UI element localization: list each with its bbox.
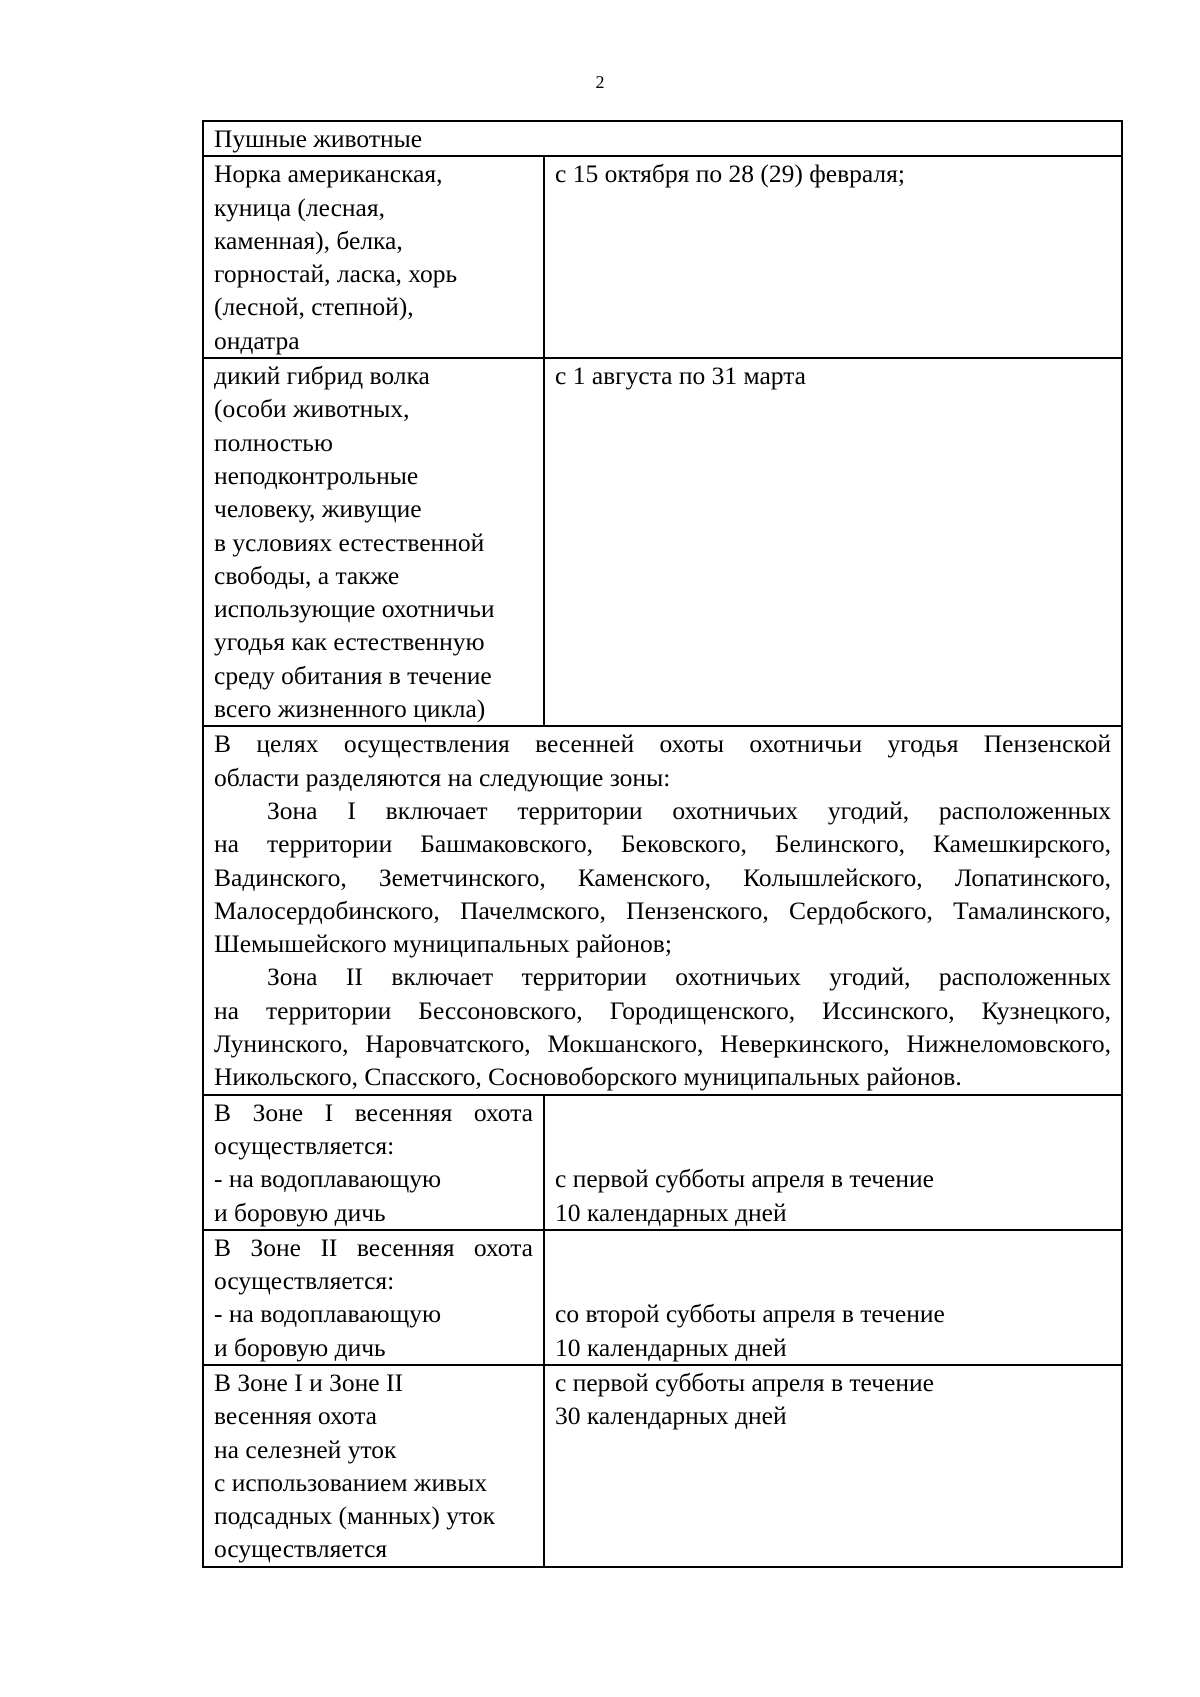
cell-spacer xyxy=(555,1231,1111,1264)
period-cell xyxy=(544,1095,1122,1230)
period-cell xyxy=(544,358,1122,726)
species-line: свободы, а также xyxy=(214,560,400,590)
species-line: В Зоне I весенняя охота xyxy=(214,1097,533,1127)
species-line: неподконтрольные xyxy=(214,460,419,490)
species-line: (лесной, степной), xyxy=(214,292,414,322)
species-line: горностай, ласка, хорь xyxy=(214,259,458,289)
table-row-zone-1 xyxy=(203,1095,1122,1230)
species-line: - на водоплавающую xyxy=(214,1299,442,1329)
page-number: 2 xyxy=(595,72,605,92)
species-line: (особи животных, xyxy=(214,394,410,424)
section-header-cell xyxy=(203,121,1122,156)
table-row-fur-animals xyxy=(203,156,1122,358)
species-line: и боровую дичь xyxy=(214,1332,386,1362)
species-line: осуществляется: xyxy=(214,1130,395,1160)
zones-text-line: на территории Бессоновского, Городищенского, Иссинского, Кузнецкого, xyxy=(214,995,1111,1025)
zones-text-line: Вадинского, Земетчинского, Каменского, Колышлейского, Лопатинского, xyxy=(214,862,1111,892)
period-line: со второй субботы апреля в течение xyxy=(555,1299,945,1329)
species-line: куница (лесная, xyxy=(214,192,385,222)
zones-text-line: Зона I включает территории охотничьих угодий, расположенных xyxy=(267,795,1111,825)
species-line: в условиях естественной xyxy=(214,527,485,557)
zones-text-line: Никольского, Спасского, Сосновоборского муниципальных районов. xyxy=(214,1062,962,1092)
period-line: с 1 августа по 31 марта xyxy=(555,361,806,391)
species-line: В Зоне I и Зоне II xyxy=(214,1367,403,1397)
table-row-zone-2 xyxy=(203,1230,1122,1365)
period-line: с первой субботы апреля в течение xyxy=(555,1367,934,1397)
species-cell xyxy=(203,358,544,726)
species-line: каменная), белка, xyxy=(214,225,403,255)
species-line: угодья как естественную xyxy=(214,627,485,657)
species-line: В Зоне II весенняя охота xyxy=(214,1232,533,1262)
zones-text-line: Зона II включает территории охотничьих угодий, расположенных xyxy=(267,962,1111,992)
cell-spacer xyxy=(555,1129,1111,1162)
species-cell xyxy=(203,156,544,358)
zones-text-line: на территории Башмаковского, Бековского, Белинского, Камешкирского, xyxy=(214,829,1111,859)
period-cell xyxy=(544,156,1122,358)
period-line: 10 календарных дней xyxy=(555,1197,787,1227)
species-line: с использованием живых xyxy=(214,1467,488,1497)
zones-text-line: области разделяются на следующие зоны: xyxy=(214,762,671,792)
period-cell xyxy=(544,1365,1122,1567)
period-line: 30 календарных дней xyxy=(555,1401,787,1431)
cell-spacer xyxy=(555,1264,1111,1297)
section-header: Пушные животные xyxy=(214,124,423,153)
period-cell xyxy=(544,1230,1122,1365)
table-row-zones-description xyxy=(203,726,1122,1094)
species-line: дикий гибрид волка xyxy=(214,361,430,391)
species-line: ондатра xyxy=(214,325,300,355)
table-row-decoy-ducks xyxy=(203,1365,1122,1567)
zones-text-line: Шемышейского муниципальных районов; xyxy=(214,929,672,959)
zones-text-line: Малосердобинского, Пачелмского, Пензенского, Сердобского, Тамалинского, xyxy=(214,895,1111,925)
species-line: и боровую дичь xyxy=(214,1197,386,1227)
species-line: всего жизненного цикла) xyxy=(214,694,486,724)
cell-spacer xyxy=(555,1096,1111,1129)
zones-description-cell xyxy=(203,726,1122,1094)
species-line: подсадных (манных) уток xyxy=(214,1501,495,1531)
species-line: - на водоплавающую xyxy=(214,1164,442,1194)
species-line: осуществляется xyxy=(214,1534,388,1564)
species-line: Норка американская, xyxy=(214,159,443,189)
table-row-section-header xyxy=(203,121,1122,156)
period-line: с 15 октября по 28 (29) февраля; xyxy=(555,159,905,189)
table-row-wolf-hybrid xyxy=(203,358,1122,726)
species-line: осуществляется: xyxy=(214,1266,395,1296)
zones-text-line: В целях осуществления весенней охоты охотничьи угодья Пензенской xyxy=(214,729,1111,759)
species-line: человеку, живущие xyxy=(214,494,422,524)
species-cell xyxy=(203,1365,544,1567)
species-line: полностью xyxy=(214,427,333,457)
period-line: 10 календарных дней xyxy=(555,1332,787,1362)
species-cell xyxy=(203,1095,544,1230)
period-line: с первой субботы апреля в течение xyxy=(555,1164,934,1194)
species-line: среду обитания в течение xyxy=(214,660,492,690)
species-line: на селезней уток xyxy=(214,1434,397,1464)
species-line: весенняя охота xyxy=(214,1401,377,1431)
hunting-seasons-table xyxy=(202,120,1123,1568)
species-line: использующие охотничьи xyxy=(214,594,495,624)
zones-text-line: Лунинского, Наровчатского, Мокшанского, Неверкинского, Нижнеломовского, xyxy=(214,1029,1111,1059)
species-cell xyxy=(203,1230,544,1365)
